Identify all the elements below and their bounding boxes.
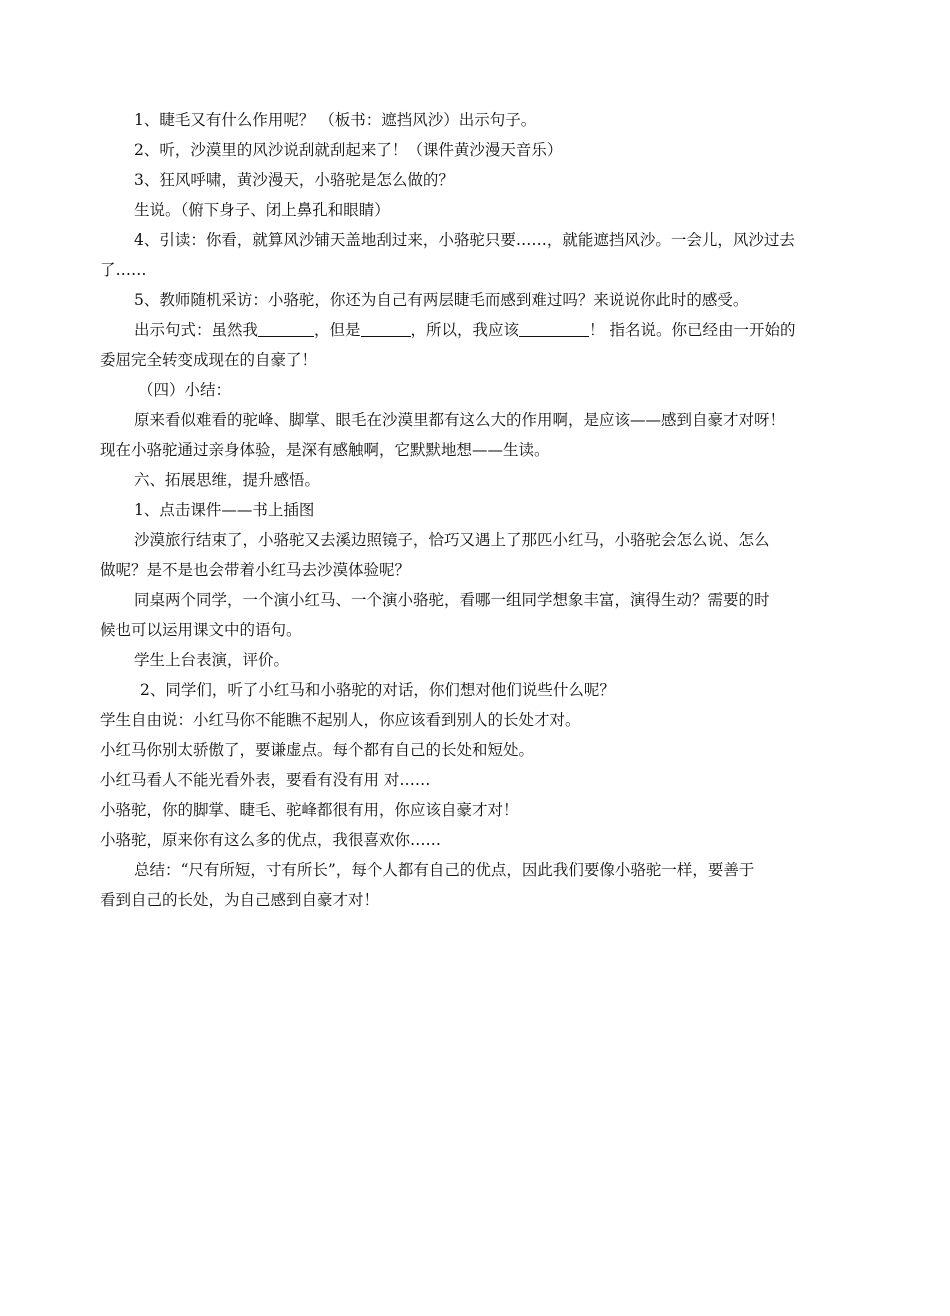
document-page xyxy=(100,105,860,915)
paragraph-line: 候也可以运用课文中的语句。 xyxy=(100,621,302,639)
fill-blank-3 xyxy=(519,320,589,337)
paragraph-line: 3、狂风呼啸，黄沙漫天，小骆驼是怎么做的？ xyxy=(134,171,454,189)
paragraph-line: 同桌两个同学，一个演小红马、一个演小骆驼，看哪一组同学想象丰富，演得生动？需要的时 xyxy=(134,591,770,609)
pattern-mid2: ，所以，我应该 xyxy=(410,321,520,339)
paragraph-line: 4、引读：你看，就算风沙铺天盖地刮过来，小骆驼只要……，就能遮挡风沙。一会儿，风沙过去 xyxy=(134,231,795,249)
paragraph-line: 看到自己的长处，为自己感到自豪才对！ xyxy=(100,891,380,909)
fill-blank-1 xyxy=(258,320,314,337)
paragraph-line: 5、教师随机采访：小骆驼，你还为自己有两层睫毛而感到难过吗？来说说你此时的感受。 xyxy=(134,291,749,309)
paragraph-line: 学生自由说：小红马你不能瞧不起别人，你应该看到别人的长处才对。 xyxy=(100,711,581,729)
paragraph-line: 原来看似难看的驼峰、脚掌、眼毛在沙漠里都有这么大的作用啊，是应该——感到自豪才对呀！ xyxy=(134,411,786,429)
paragraph-line: 做呢？是不是也会带着小红马去沙漠体验呢？ xyxy=(100,561,411,579)
paragraph-line: 小骆驼，原来你有这么多的优点，我很喜欢你…… xyxy=(100,831,442,849)
fill-blank-2 xyxy=(361,320,411,337)
paragraph-line: 小红马看人不能光看外表，要看有没有用 对…… xyxy=(100,771,431,789)
paragraph-line: 1、点击课件——书上插图 xyxy=(134,501,315,519)
paragraph-line: 小红马你别太骄傲了，要谦虚点。每个都有自己的长处和短处。 xyxy=(100,741,535,759)
paragraph-line: 委屈完全转变成现在的自豪了！ xyxy=(100,351,318,369)
paragraph-line: 1、睫毛又有什么作用呢？ （板书：遮挡风沙）出示句子。 xyxy=(134,111,537,129)
paragraph-line: 了…… xyxy=(100,261,147,279)
paragraph-line: 沙漠旅行结束了，小骆驼又去溪边照镜子，恰巧又遇上了那匹小红马，小骆驼会怎么说、怎么 xyxy=(134,531,770,549)
paragraph-line: 学生上台表演，评价。 xyxy=(134,651,290,669)
paragraph-line: 现在小骆驼通过亲身体验，是深有感触啊，它默默地想——生读。 xyxy=(100,441,550,459)
paragraph-line: 2、听，沙漠里的风沙说刮就刮起来了！（课件黄沙漫天音乐） xyxy=(134,141,563,159)
section-heading: 六、拓展思维，提升感悟。 xyxy=(134,471,321,489)
sentence-pattern-line xyxy=(100,315,860,345)
section-heading: （四）小结： xyxy=(138,381,232,399)
paragraph-line: 生说。（俯下身子、闭上鼻孔和眼睛） xyxy=(134,201,390,219)
pattern-mid1: ，但是 xyxy=(314,321,361,339)
pattern-lead: 出示句式：虽然我 xyxy=(134,321,259,339)
paragraph-line: 小骆驼，你的脚掌、睫毛、驼峰都很有用，你应该自豪才对！ xyxy=(100,801,519,819)
paragraph-line: 2、同学们，听了小红马和小骆驼的对话，你们想对他们说些什么呢？ xyxy=(140,681,615,699)
paragraph-line: 总结：“尺有所短，寸有所长”，每个人都有自己的优点，因此我们要像小骆驼一样，要善于 xyxy=(134,861,755,879)
pattern-tail: ！ 指名说。你已经由一开始的 xyxy=(589,321,796,339)
